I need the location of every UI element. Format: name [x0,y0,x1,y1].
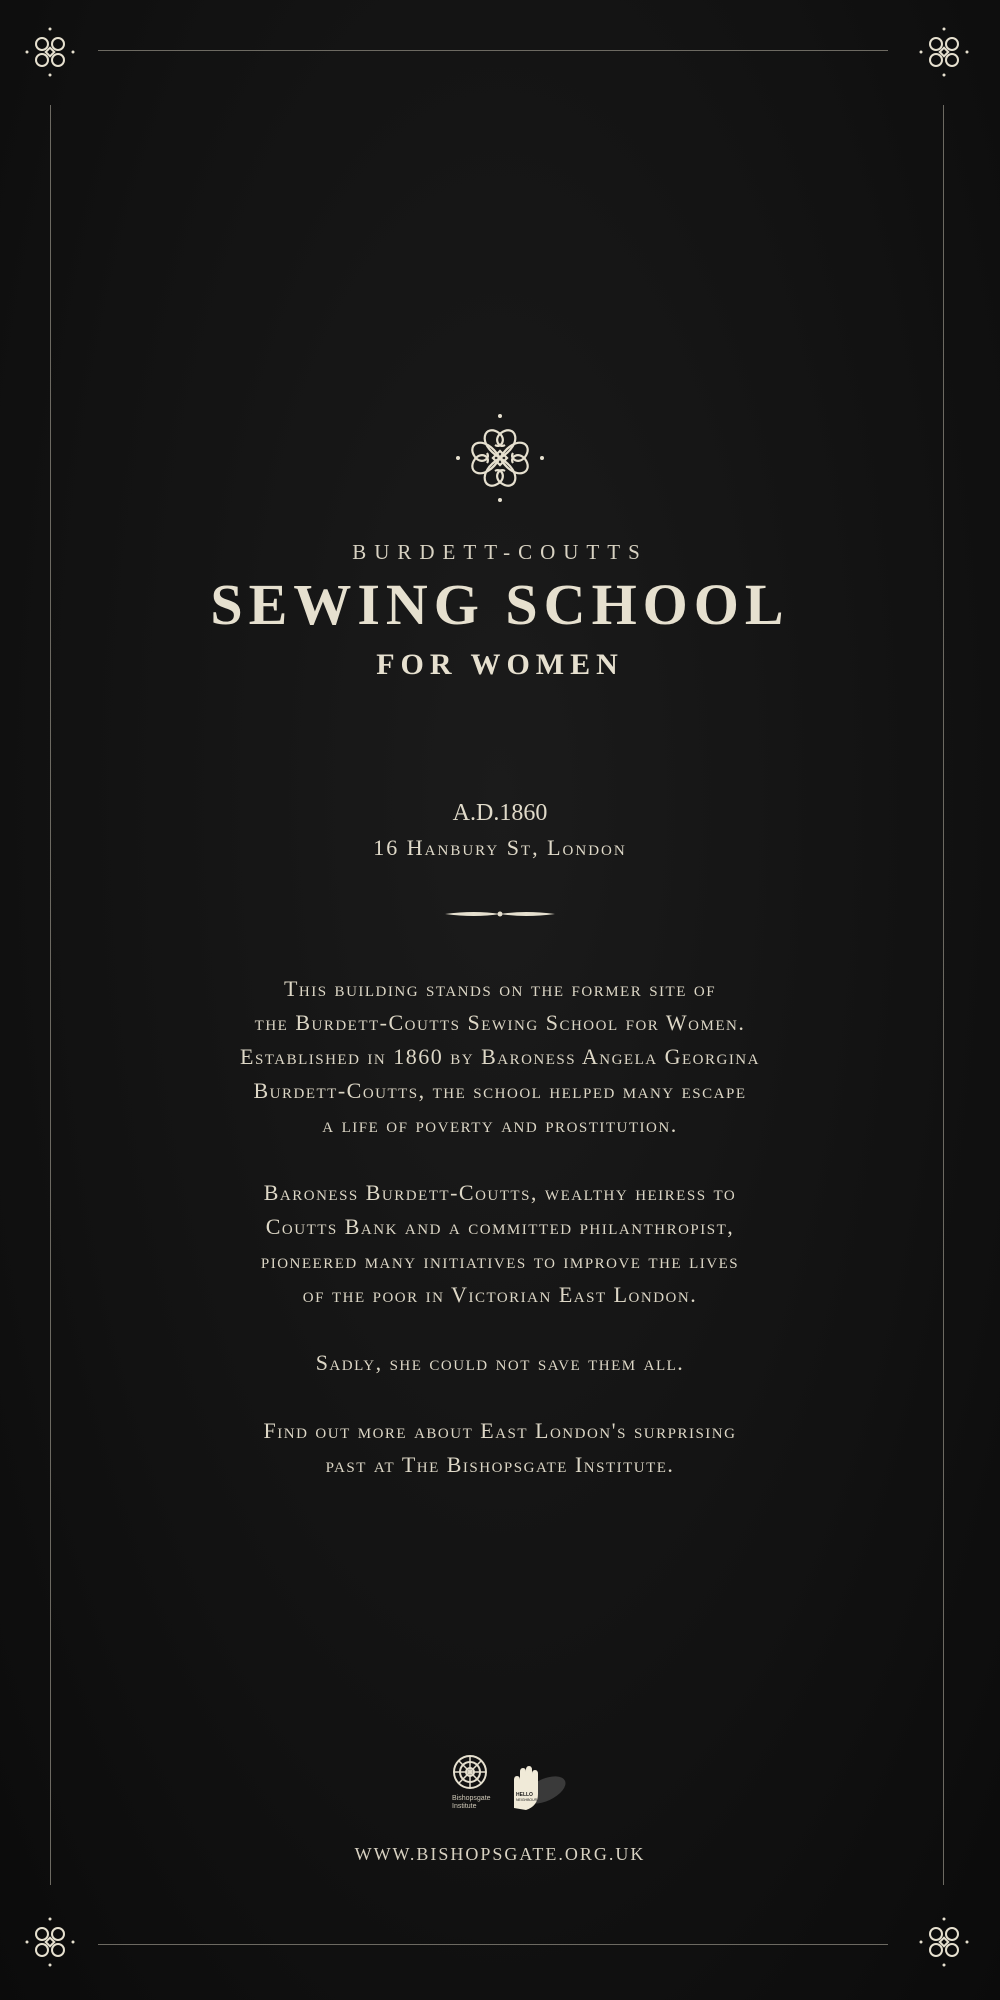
border-top-rule [98,50,888,51]
footer-logos [450,1750,590,1830]
text-line: Burdett-Coutts, the school helped many escape [253,1078,747,1103]
corner-ornament-icon [22,24,78,80]
border-right-rule [943,105,944,1885]
svg-text:Institute: Institute [452,1803,477,1810]
text-line: past at The Bishopsgate Institute. [325,1452,675,1477]
pretitle: BURDETT-COUTTS [352,540,648,564]
border-bottom-rule [98,1944,888,1945]
page-title: SEWING SCHOOL [210,572,790,637]
text-line: the Burdett-Coutts Sewing School for Women. [254,1010,746,1035]
hello-neighbour-hand-icon [514,1766,570,1810]
corner-ornament-icon [916,1914,972,1970]
address: 16 Hanbury St, London [373,835,627,860]
svg-text:NEIGHBOUR: NEIGHBOUR [516,1798,538,1802]
bishopsgate-logo-icon [452,1756,491,1810]
established-date: A.D.1860 [452,800,548,826]
website-link[interactable]: WWW.BISHOPSGATE.ORG.UK [354,1844,646,1864]
page-subtitle: FOR WOMEN [376,648,624,681]
svg-text:Bishopsgate: Bishopsgate [452,1795,491,1802]
text-line: Baroness Burdett-Coutts, wealthy heiress to [263,1180,737,1205]
paragraph-find-out-more [150,1414,850,1482]
corner-ornament-icon [916,24,972,80]
text-line: Sadly, she could not save them all. [315,1350,685,1375]
text-line: pioneered many initiatives to improve the lives [260,1248,740,1273]
text-line: Coutts Bank and a committed philanthropist, [265,1214,735,1239]
border-left-rule [50,105,51,1885]
text-line: a life of poverty and prostitution. [322,1112,678,1137]
svg-text:HELLO: HELLO [516,1792,533,1798]
divider-flourish-icon [445,907,555,921]
paragraph-history [150,972,850,1142]
text-line: Established in 1860 by Baroness Angela Georgina [240,1044,760,1069]
body-text [150,972,850,1482]
text-line: Find out more about East London's surprising [263,1418,737,1443]
center-ornament-icon [455,413,545,503]
corner-ornament-icon [22,1914,78,1970]
paragraph-baroness [150,1176,850,1312]
text-line: This building stands on the former site of [283,976,717,1001]
paragraph-sadly [150,1346,850,1380]
text-line: of the poor in Victorian East London. [302,1282,698,1307]
